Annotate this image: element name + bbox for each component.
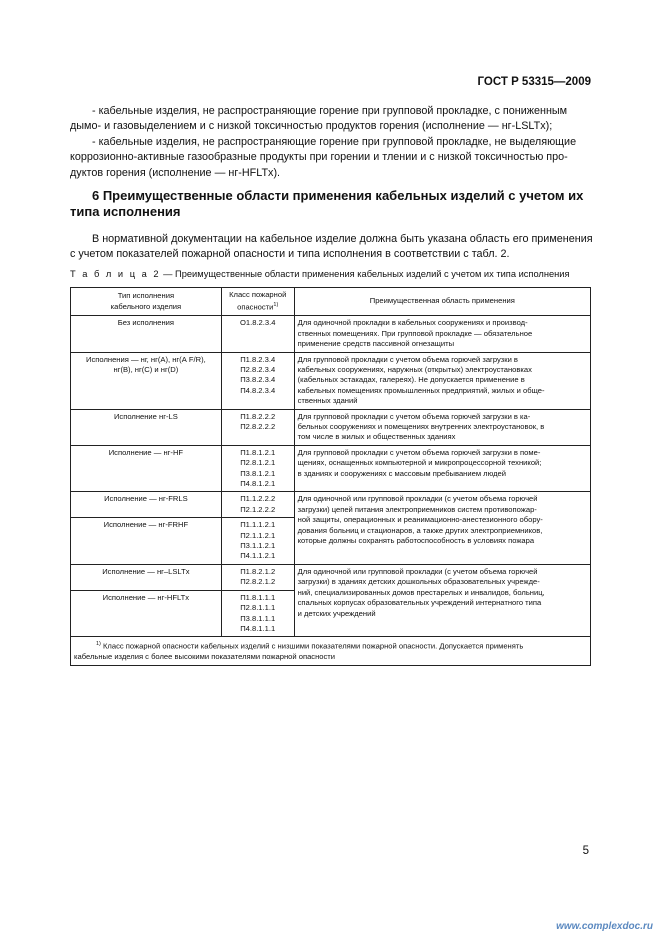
cell-text: П1.8.2.3.4 (240, 354, 276, 364)
cell-text: ственных зданий (297, 396, 358, 406)
standard-designation: ГОСТ Р 53315—2009 (477, 76, 591, 88)
section-heading: 6 Преимущественные области применения кабельных изделий с учетом их (92, 188, 584, 203)
cell-class (221, 590, 294, 637)
cell-text: Без исполнения (117, 318, 174, 328)
table-row (71, 409, 591, 445)
cell-text: и детских учреждений (297, 608, 376, 618)
cell-text: П3.8.1.2.1 (240, 468, 276, 478)
cell-type (71, 492, 222, 518)
cell-text: (кабельных эстакадах, галереях). Не допускается применение в (297, 375, 525, 385)
cell-text: П4.8.1.1.1 (240, 623, 276, 633)
cell-text: Для групповой прокладки с учетом объема горючей загрузки в (297, 354, 518, 364)
cell-text: П1.8.1.1.1 (240, 592, 276, 602)
cell-text: П4.8.1.2.1 (240, 479, 276, 489)
text-line: коррозионно-активные газообразные продукты при горении и тлении и с низкой токсичностью про- (70, 151, 568, 164)
cell-text: Для одиночной или групповой прокладки (с учетом объема горючей (297, 494, 538, 504)
table-row (71, 492, 591, 518)
cell-class (221, 316, 294, 352)
cell-class (221, 409, 294, 445)
cell-text: П3.8.2.3.4 (240, 375, 276, 385)
cell-type (71, 352, 222, 409)
table-caption (70, 269, 570, 279)
cell-text: Исполнение нг-LS (113, 411, 178, 421)
cell-area (294, 492, 590, 564)
cell-text: П1.1.2.2.2 (240, 494, 276, 504)
intro-item-1 (70, 104, 591, 135)
text-line: - кабельные изделия, не распространяющие горение при групповой прокладке, с пониженным (92, 105, 568, 117)
cell-text: щениях, оснащенных компьютерной и микропроцессорной техникой; (297, 458, 542, 468)
table-row (71, 445, 591, 492)
application-areas-table (70, 287, 591, 666)
cell-text: Для одиночной прокладки в кабельных сооружениях и производ- (297, 318, 528, 328)
table-footnote: $^{1)}$ Класс пожарной опасности кабельных изделий с низшими показателями пожарной опасности. Допускается применять кабельные изделия с более высокими показателями пожарной опасности (71, 637, 591, 665)
cell-text: П3.8.1.1.1 (240, 613, 276, 623)
cell-text: загрузки) в зданиях детских дошкольных образовательных учрежде- (297, 577, 540, 587)
table-caption-text: — Преимущественные области применения кабельных изделий с учетом их типа исполнения (160, 269, 570, 279)
header-area: Преимущественная область применения (294, 288, 590, 316)
cell-text: загрузки) цепей питания электроприемников систем противопожар- (297, 504, 537, 514)
page-number: 5 (582, 845, 589, 857)
cell-type (71, 564, 222, 590)
cell-class (221, 352, 294, 409)
cell-text: ной защиты, операционных и реанимационно-анестезионного обору- (297, 515, 543, 525)
text-line: с учетом показателей пожарной опасности и типа исполнения в соответствии с табл. 2. (70, 248, 510, 261)
cell-text: П1.8.1.2.1 (240, 447, 276, 457)
section-heading-continued: типа исполнения (70, 204, 181, 219)
cell-area (294, 316, 590, 352)
cell-class (221, 518, 294, 565)
cell-text: П2.1.2.2.2 (240, 504, 276, 514)
cell-text: кабельных помещениях промышленных предприятий, жилых и обще- (297, 385, 545, 395)
cell-text: Исполнения — нг, нг(А), нг(А F/R), (86, 354, 206, 364)
table-row (71, 564, 591, 590)
cell-text: нг(В), нг(С) и нг(D) (113, 364, 179, 374)
cell-text: П2.8.1.1.1 (240, 603, 276, 613)
cell-text: дования больниц и стационаров, а также других электроприемников, (297, 525, 543, 535)
cell-text: П4.1.1.2.1 (240, 551, 276, 561)
cell-text: бельных сооружениях и помещениях внутренних электроустановок, в (297, 422, 545, 431)
site-watermark[interactable]: www.complexdoc.ru (556, 921, 653, 932)
cell-class (221, 445, 294, 492)
cell-text: П3.1.1.2.1 (240, 541, 276, 551)
text-line: В нормативной документации на кабельное изделие должна быть указана область его применения (92, 233, 593, 245)
cell-text: ний, специализированных домов престарелых и инвалидов, больниц, (297, 587, 545, 597)
cell-type (71, 409, 222, 445)
cell-text: П4.8.2.3.4 (240, 385, 276, 395)
cell-text: П2.8.2.3.4 (240, 364, 276, 374)
cell-area (294, 445, 590, 492)
cell-area (294, 352, 590, 409)
cell-text: Исполнение — нг-FRHF (103, 520, 189, 530)
table-caption-label: Т а б л и ц а 2 (70, 269, 161, 279)
cell-text: в зданиях и сооружениях с массовым пребыванием людей (297, 468, 507, 478)
header-type: Тип исполнения кабельного изделия (71, 288, 222, 316)
cell-text: спальных корпусах образовательных учреждений интернатного типа (297, 598, 542, 608)
cell-type (71, 518, 222, 565)
table-header-row (71, 288, 591, 316)
cell-text: кабельных сооружениях, наружных (открытых) электроустановках (297, 364, 532, 374)
cell-type (71, 316, 222, 352)
cell-text: том числе в жилых и общественных зданиях (297, 432, 456, 442)
cell-class (221, 564, 294, 590)
cell-area (294, 564, 590, 636)
cell-area (294, 409, 590, 445)
intro-item-2 (70, 135, 591, 181)
cell-text: ственных помещениях. При групповой прокладке — обязательное (297, 328, 533, 338)
cell-text: Исполнение — нг-HFLTx (102, 592, 190, 602)
section-paragraph (70, 232, 591, 263)
cell-text: П2.1.1.2.1 (240, 530, 276, 540)
cell-text: П2.8.2.2.2 (240, 422, 276, 431)
cell-text: П2.8.1.2.1 (240, 458, 276, 468)
cell-text: П2.8.2.1.2 (240, 577, 276, 587)
cell-text: П1.8.2.1.2 (240, 566, 276, 576)
cell-text: применение средств пассивной огнезащиты (297, 339, 455, 349)
text-line: дымо- и газовыделением и с низкой токсичностью продуктов горения (исполнение — нг-LSLTx); (70, 120, 553, 133)
cell-type (71, 590, 222, 637)
table-row (71, 352, 591, 409)
cell-text: Для групповой прокладки с учетом объема горючей загрузки в поме- (297, 447, 541, 457)
table-row (71, 316, 591, 352)
cell-text: Для одиночной или групповой прокладки (с учетом объема горючей (297, 566, 538, 576)
header-class: Класс пожарной опасности$^{1)}$ (221, 288, 294, 316)
cell-text: О1.8.2.3.4 (239, 318, 276, 328)
text-line: - кабельные изделия, не распространяющие горение при групповой прокладке, не выделяющие (92, 136, 577, 148)
text-line: дуктов горения (исполнение — нг-HFLTx). (70, 166, 281, 179)
cell-class (221, 492, 294, 518)
cell-type (71, 445, 222, 492)
cell-text: П1.8.2.2.2 (240, 411, 276, 421)
cell-text: Исполнение — нг-HF (108, 447, 184, 457)
table-footnote-row (71, 637, 591, 665)
cell-text: Исполнение — нг-FRLS (104, 494, 188, 504)
cell-text: которые должны сохранять работоспособность в условиях пожара (297, 536, 535, 546)
cell-text: П1.1.1.2.1 (240, 520, 276, 530)
cell-text: Исполнение — нг–LSLTx (102, 566, 190, 576)
cell-text: Для групповой прокладки с учетом объема горючей загрузки в ка- (297, 411, 531, 421)
